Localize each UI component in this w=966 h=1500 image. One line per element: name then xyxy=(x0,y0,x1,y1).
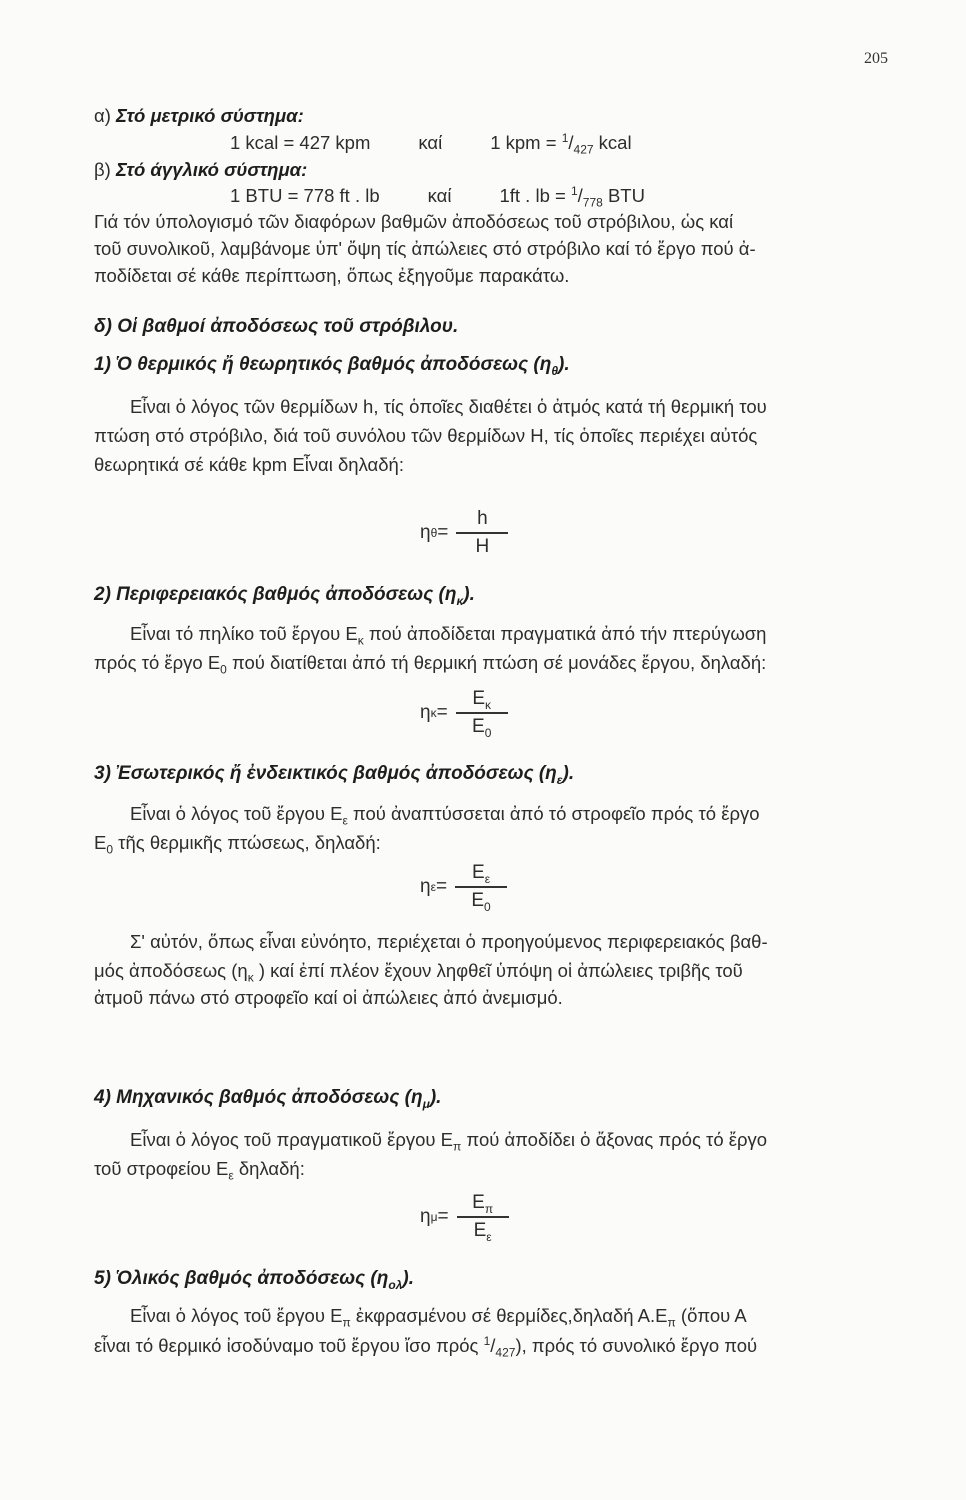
s2-heading: 2) Περιφερειακός βαθμός ἀποδόσεως $(\eta_\kappa)$. xyxy=(94,584,475,608)
s3-text-1: Εἶναι ὁ λόγος τοῦ ἔργου $E_\varepsilon$ πού ἀναπτύσσεται ἀπό τό στροφεῖο πρός τό ἔργο xyxy=(130,803,760,828)
s1-text-2: πτώση στό στρόβιλο, διά τοῦ συνόλου τῶν θερμίδων Η, τίς ὁποῖες περιέχει αὐτός xyxy=(94,425,758,446)
s1-text-3: θεωρητικά σέ κάθε kpm Εἶναι δηλαδή: xyxy=(94,454,404,475)
s4-text-2: τοῦ στροφείου $E_\varepsilon$ δηλαδή: xyxy=(94,1158,305,1183)
s5-heading: 5) Ὁλικός βαθμός ἀποδόσεως $(\eta_{o\lambda})$. xyxy=(94,1268,414,1292)
s3-note-1: Σ' αὐτόν, ὅπως εἶναι εὐνόητο, περιέχεται ὁ προηγούμενος περιφερειακός βαθ- xyxy=(130,931,768,952)
units-b-title: β) Στό άγγλικό σύστημα: xyxy=(94,159,308,180)
s2-text-1: Εἶναι τό πηλίκο τοῦ ἔργου $E_\kappa$ πού ἀποδίδεται πραγματικά ἀπό τήν πτερύγωση xyxy=(130,623,767,648)
s2-text-2: πρός τό ἔργο $E_0$ πού διατίθεται ἀπό τή θερμική πτώση σέ μονάδες ἔργου, δηλαδή: xyxy=(94,652,767,677)
s4-equation: η μ = $\frac{E_\pi}{E_\varepsilon}$ xyxy=(420,1192,509,1242)
s5-text-1: Εἶναι ὁ λόγος τοῦ ἔργου $E_\pi$ ἐκφρασμένου σέ θερμίδες,δηλαδή $A.E_\pi$ (ὅπου Α xyxy=(130,1305,747,1330)
s3-equation: η ε = $\frac{E_\varepsilon}{E_0}$ xyxy=(420,862,507,912)
s5-text-2: εἶναι τό θερμικό ἰσοδύναμο τοῦ ἔργου ἴσο πρός $^1/_{427}$), πρός τό συνολικό ἔργο πού xyxy=(94,1333,758,1360)
units-a-values: 1 kcal = 427 kpm καί 1 kpm = $^1/_{427}$ kcal xyxy=(230,130,632,157)
s3-text-2: $E_0$ τῆς θερμικῆς πτώσεως, δηλαδή: xyxy=(94,832,381,857)
s4-text-1: Εἶναι ὁ λόγος τοῦ πραγματικοῦ ἔργου $E_\pi$ πού ἀποδίδει ὁ ἄξονας πρός τό ἔργο xyxy=(130,1129,768,1154)
page-number: 205 xyxy=(864,50,888,67)
s1-equation: η θ = $\frac{h}{H}$ xyxy=(420,508,508,558)
s3-note-3: ἀτμοῦ πάνω στό στροφεῖο καί οἱ ἀπώλειες ἀπό ἀνεμισμό. xyxy=(94,987,563,1008)
units-a-title: α) Στό μετρικό σύστημα: xyxy=(94,105,304,126)
s3-note-2: μός ἀποδόσεως ($\eta_\kappa$ ) καί ἐπί πλέον ἔχουν ληφθεῖ ὑπόψη οἱ ἀπώλειες τριβῆς τοῦ xyxy=(94,960,743,985)
s1-heading: 1) Ὁ θερμικός ἤ θεωρητικός βαθμός ἀποδόσεως $(\eta_\theta)$. xyxy=(94,354,570,378)
s2-equation: η κ = $\frac{E_\kappa}{E_0}$ xyxy=(420,688,508,738)
s1-text-1: Εἶναι ὁ λόγος τῶν θερμίδων h, τίς ὁποῖες διαθέτει ὁ ἀτμός κατά τή θερμική του xyxy=(130,396,767,417)
section-d-heading: δ) Οἱ βαθμοί ἀποδόσεως τοῦ στρόβιλου. xyxy=(94,316,459,337)
s4-heading: 4) Μηχανικός βαθμός ἀποδόσεως $(\eta_\mu)$. xyxy=(94,1087,442,1111)
s3-heading: 3) Ἐσωτερικός ἤ ἐνδεικτικός βαθμός ἀποδόσεως $(\eta_\varepsilon)$. xyxy=(94,763,575,787)
intro-line-1: Γιά τόν ύπολογισμό τῶν διαφόρων βαθμῶν ἀποδόσεως τοῦ στρόβιλου, ὡς καί xyxy=(94,211,734,232)
intro-line-3: ποδίδεται σέ κάθε περίπτωση, ὅπως ἐξηγοῦμε παρακάτω. xyxy=(94,265,570,286)
intro-line-2: τοῦ συνολικοῦ, λαμβάνομε ὑπ' ὄψη τίς ἀπώλειες στό στρόβιλο καί τό ἔργο πού ἀ- xyxy=(94,238,756,259)
units-b-values: 1 BTU = 778 ft . lb καί 1ft . lb = $^1/_{778}$ BTU xyxy=(230,183,645,210)
